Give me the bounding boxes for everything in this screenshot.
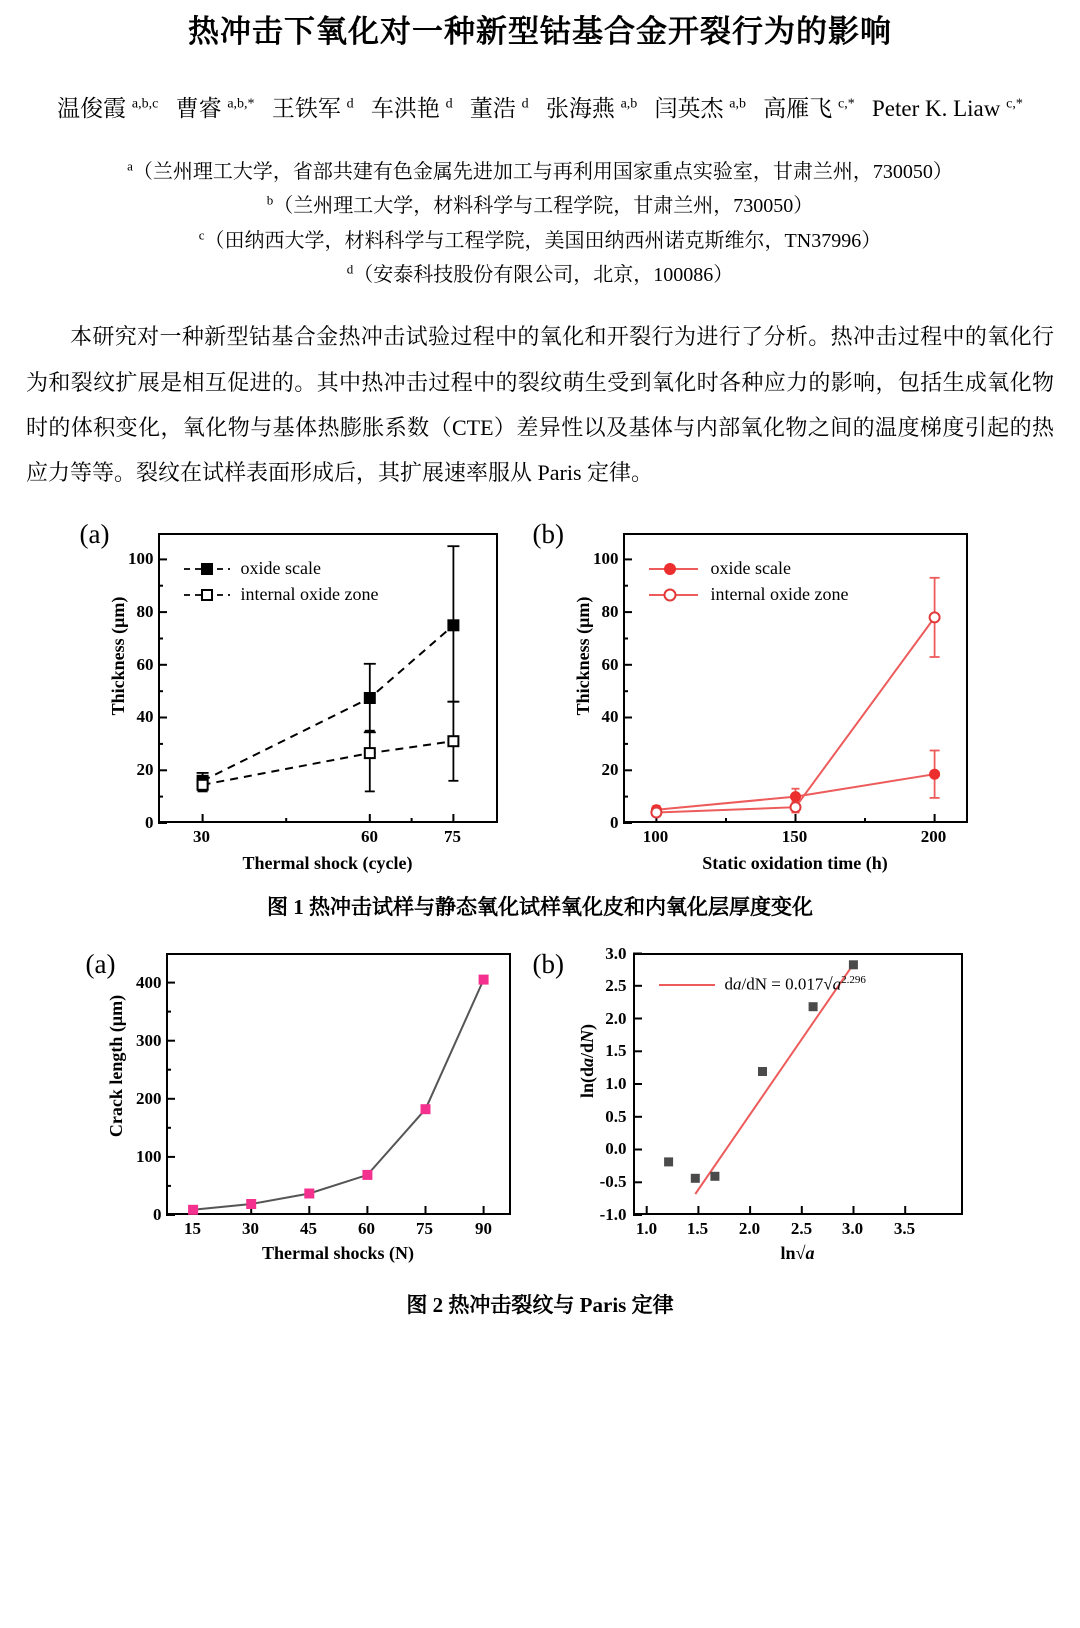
panel-2b-label: (b) bbox=[532, 948, 564, 979]
figure-1 bbox=[18, 511, 1062, 921]
panel-b-label: (b) bbox=[532, 518, 564, 549]
author-9: Peter K. Liaw $^{c,*}$ bbox=[871, 96, 1023, 122]
ytick-1b-40: 40 bbox=[601, 706, 619, 726]
abstract-paragraph: 本研究对一种新型钴基合金热冲击试验过程中的氧化和开裂行为进行了分析。热冲击过程中的氧化行为和裂纹扩展是相互促进的。其中热冲击过程中的裂纹萌生受到氧化时各种应力的影响，包括生成氧化物时的体积变化，氧化物与基体热膨胀系数（CTE）差异性以及基体与内部氧化物之间的温度梯度引起的热应力等等。裂纹在试样表面形成后，其扩展速率服从 Paris 定律。 bbox=[26, 324, 1054, 485]
legend-1a-oxide-scale: oxide scale bbox=[240, 557, 321, 578]
xaxis-2b-ln: ln bbox=[780, 1242, 796, 1263]
xtick-2a-90: 90 bbox=[475, 1218, 492, 1238]
ytick-2a-200: 200 bbox=[136, 1088, 162, 1108]
affiliation-d-marker: d bbox=[346, 261, 354, 277]
ytick-1b-0: 0 bbox=[610, 812, 619, 832]
xaxis-2b-a: a bbox=[805, 1242, 815, 1263]
eqn-pre: d bbox=[724, 974, 733, 994]
author-4: 车洪艳 $^d$ bbox=[370, 96, 453, 122]
yaxis-title-2b bbox=[577, 946, 598, 1176]
affiliation-a-marker: a bbox=[127, 158, 133, 174]
eqn-exponent: 2.296 bbox=[841, 973, 866, 986]
xaxis-title-1b: Static oxidation time (h) bbox=[702, 852, 888, 873]
yaxis-2b-N: N bbox=[576, 1029, 597, 1043]
yaxis-title-1b: Thickness (μm) bbox=[572, 596, 593, 716]
plot-svg-1b bbox=[623, 533, 968, 823]
xtick-2b-10: 1.0 bbox=[635, 1218, 658, 1238]
figure-2-caption: 图 2 热冲击裂纹与 Paris 定律 bbox=[406, 1292, 674, 1317]
ytick-1a-60: 60 bbox=[136, 654, 154, 674]
author-2: 曹睿 $^{a,b,*}$ bbox=[175, 96, 255, 122]
yaxis-title-1a: Thickness (μm) bbox=[107, 596, 128, 716]
eqn-ital-a2: a bbox=[832, 974, 842, 994]
legend-1a-internal-oxide-zone: internal oxide zone bbox=[240, 583, 379, 604]
author-4-sup: d bbox=[445, 96, 453, 112]
ytick-2a-300: 300 bbox=[136, 1030, 162, 1050]
ytick-2a-100: 100 bbox=[136, 1146, 162, 1166]
author-3-sup: d bbox=[346, 96, 354, 112]
yaxis-2b-close: ) bbox=[576, 1023, 597, 1030]
affiliation-d: $^d$（安泰科技股份有限公司，北京，100086） bbox=[346, 261, 734, 287]
xtick-1a-75: 75 bbox=[444, 826, 461, 846]
ytick-2a-0: 0 bbox=[153, 1204, 162, 1224]
author-8: 高雁飞 $^{c,*}$ bbox=[763, 96, 855, 122]
ytick-1a-80: 80 bbox=[136, 601, 154, 621]
xaxis-title-1a: Thermal shock (cycle) bbox=[242, 852, 413, 873]
legend-1b-internal-oxide-zone: internal oxide zone bbox=[710, 583, 849, 604]
fit-equation-2b bbox=[725, 974, 866, 995]
affiliation-c-marker: c bbox=[198, 226, 205, 242]
author-6-sup: a,b bbox=[620, 96, 638, 112]
ytick-2b-n05: -0.5 bbox=[599, 1171, 627, 1191]
ytick-2b-30: 3.0 bbox=[605, 943, 627, 963]
yaxis-2b-a: a bbox=[576, 1057, 597, 1067]
eqn-ital-a1: a bbox=[733, 974, 742, 994]
ytick-2b-15: 1.5 bbox=[605, 1040, 627, 1060]
page-title: 热冲击下氧化对一种新型钴基合金开裂行为的影响 bbox=[188, 14, 892, 49]
author-5-sup: d bbox=[521, 96, 529, 112]
author-1-sup: a,b,c bbox=[131, 96, 159, 112]
ytick-2b-00: 0.0 bbox=[605, 1138, 627, 1158]
yaxis-2b-text: ln(d bbox=[576, 1066, 597, 1098]
affiliation-b: $^b$（兰州理工大学，材料科学与工程学院，甘肃兰州，730050） bbox=[266, 192, 814, 218]
author-5: 董浩 $^d$ bbox=[469, 96, 529, 122]
author-7-sup: a,b bbox=[729, 96, 746, 112]
figure-1-caption: 图 1 热冲击试样与静态氧化试样氧化皮和内氧化层厚度变化 bbox=[267, 894, 813, 919]
author-9-sup: c,* bbox=[1006, 96, 1023, 112]
xtick-2b-25: 2.5 bbox=[790, 1218, 813, 1238]
xtick-2a-75: 75 bbox=[416, 1218, 433, 1238]
figure-2 bbox=[18, 931, 1062, 1319]
xaxis-title-2a: Thermal shocks (N) bbox=[262, 1242, 414, 1263]
xaxis-title-2b bbox=[633, 1243, 963, 1264]
xtick-1a-30: 30 bbox=[193, 826, 210, 846]
xtick-1a-60: 60 bbox=[361, 826, 378, 846]
xaxis-2b-sqrt: √ bbox=[795, 1242, 806, 1263]
figure-1-panels bbox=[18, 511, 1062, 881]
ytick-2b-05: 0.5 bbox=[605, 1106, 627, 1126]
eqn-mid: /dN = 0.017√ bbox=[741, 974, 833, 994]
figure-2-panel-a bbox=[78, 931, 533, 1271]
ytick-1a-0: 0 bbox=[145, 812, 154, 832]
plot-svg-2a bbox=[166, 953, 511, 1215]
figure-1-panel-a bbox=[78, 511, 533, 881]
ytick-1a-40: 40 bbox=[136, 706, 154, 726]
author-1: 温俊霞 $^{a,b,c}$ bbox=[57, 96, 159, 122]
ytick-1b-80: 80 bbox=[601, 601, 619, 621]
author-8-sup: c,* bbox=[838, 96, 855, 112]
xtick-1b-100: 100 bbox=[642, 826, 669, 846]
panel-a-label: (a) bbox=[79, 518, 110, 549]
xtick-2a-60: 60 bbox=[358, 1218, 375, 1238]
author-2-sup: a,b,* bbox=[227, 96, 255, 112]
xtick-2a-15: 15 bbox=[184, 1218, 201, 1238]
document-page bbox=[0, 12, 1080, 1628]
author-3: 王铁军 $^d$ bbox=[271, 96, 354, 122]
author-7: 闫英杰 $^{a,b}$ bbox=[654, 96, 746, 122]
affiliation-a: $^a$（兰州理工大学，省部共建有色金属先进加工与再利用国家重点实验室，甘肃兰州，730050） bbox=[127, 158, 953, 183]
xtick-2b-35: 3.5 bbox=[893, 1218, 916, 1238]
xtick-2a-30: 30 bbox=[242, 1218, 259, 1238]
ytick-2b-n10: -1.0 bbox=[599, 1204, 627, 1224]
ytick-2b-25: 2.5 bbox=[605, 975, 627, 995]
figure-1-panel-b bbox=[533, 511, 1003, 881]
ytick-2a-400: 400 bbox=[136, 972, 162, 992]
ytick-1b-60: 60 bbox=[601, 654, 619, 674]
yaxis-2b-text2: /d bbox=[576, 1042, 597, 1058]
ytick-1a-20: 20 bbox=[136, 759, 154, 779]
ytick-1a-100: 100 bbox=[128, 548, 154, 568]
legend-1b-oxide-scale: oxide scale bbox=[710, 557, 791, 578]
xtick-2b-15: 1.5 bbox=[686, 1218, 709, 1238]
figure-2-panel-b bbox=[533, 931, 1003, 1271]
affiliation-b-marker: b bbox=[266, 192, 274, 208]
author-list bbox=[18, 88, 1062, 131]
plot-svg-1a bbox=[158, 533, 498, 823]
figure-2-panels bbox=[18, 931, 1062, 1271]
panel-2a-label: (a) bbox=[85, 948, 116, 979]
author-6: 张海燕 $^{a,b}$ bbox=[545, 96, 638, 122]
yaxis-title-2a: Crack length (μm) bbox=[105, 994, 126, 1137]
xtick-2b-30: 3.0 bbox=[841, 1218, 864, 1238]
xtick-1b-150: 150 bbox=[781, 826, 808, 846]
xtick-2a-45: 45 bbox=[300, 1218, 317, 1238]
ytick-1b-100: 100 bbox=[593, 548, 619, 568]
affiliation-list bbox=[18, 155, 1062, 293]
xtick-2b-20: 2.0 bbox=[738, 1218, 761, 1238]
ytick-1b-20: 20 bbox=[601, 759, 619, 779]
xtick-1b-200: 200 bbox=[920, 826, 947, 846]
affiliation-c: $^c$（田纳西大学，材料科学与工程学院，美国田纳西州诺克斯维尔，TN37996） bbox=[198, 226, 882, 252]
ytick-2b-10: 1.0 bbox=[605, 1073, 627, 1093]
ytick-2b-20: 2.0 bbox=[605, 1008, 627, 1028]
